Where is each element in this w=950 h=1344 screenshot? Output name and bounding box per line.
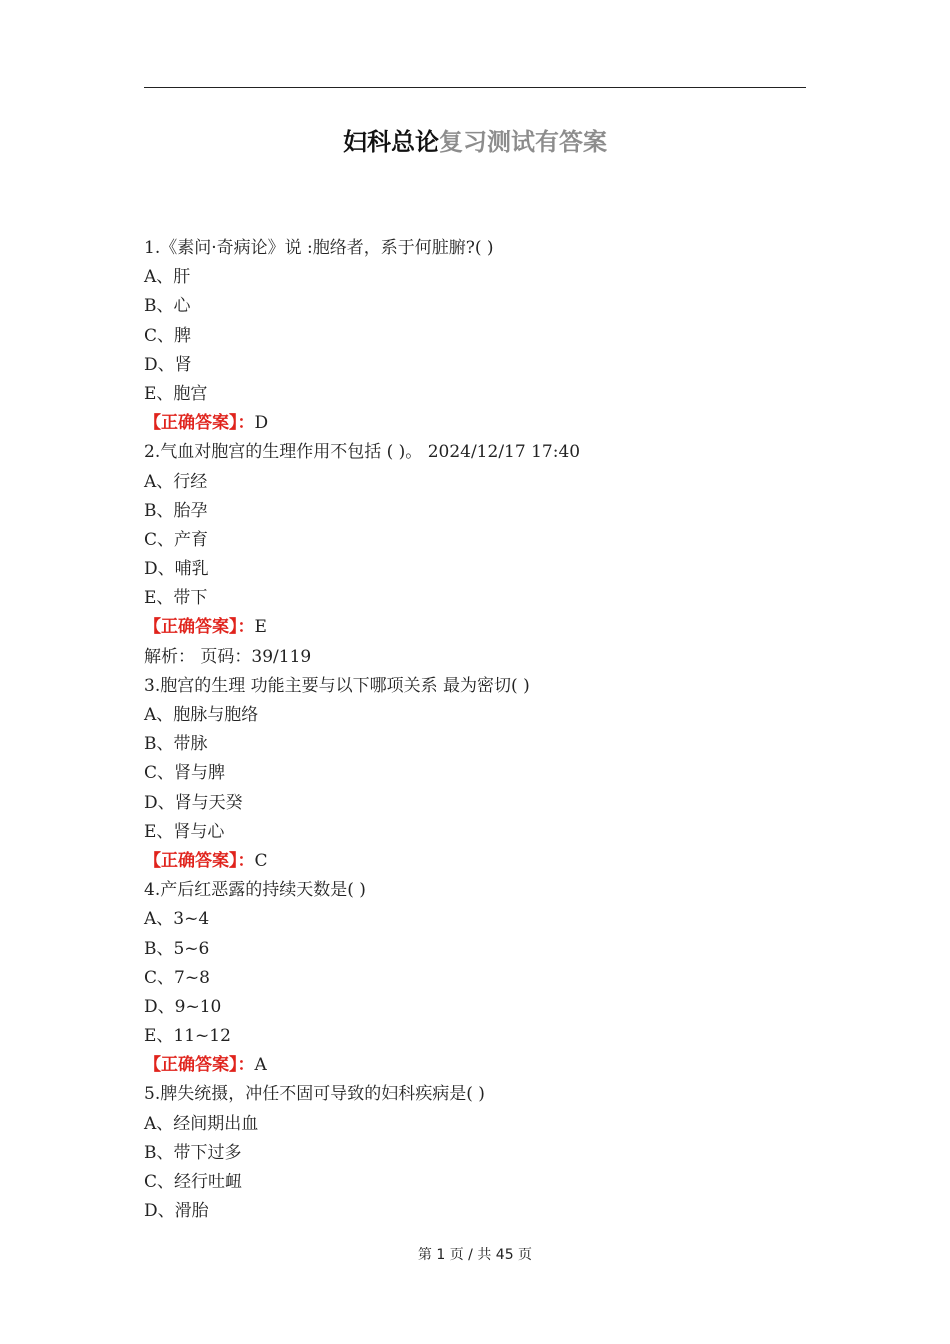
option-item: D、滑胎 (144, 1201, 209, 1222)
question-text: 1.《素问·奇病论》说 :胞络者，系于何脏腑?( ) (144, 238, 494, 258)
answer-value: A (254, 1055, 267, 1076)
option-item: A、肝 (144, 267, 191, 288)
option-item: D、肾与天癸 (144, 792, 243, 813)
answer-label: 【正确答案】： (144, 1055, 255, 1076)
answer-label: 【正确答案】： (144, 617, 255, 638)
answer-line (144, 613, 806, 642)
option-item: D、哺乳 (144, 559, 209, 580)
option-item: C、产育 (144, 529, 209, 550)
header-rule (144, 87, 806, 88)
answer-line (144, 847, 806, 876)
question-list (144, 234, 806, 1226)
page-footer: 第 1 页 / 共 45 页 (417, 1247, 533, 1263)
option-item: E、11~12 (144, 1026, 231, 1047)
answer-label: 【正确答案】： (144, 850, 255, 871)
answer-value: C (254, 850, 268, 871)
answer-value: D (254, 413, 269, 434)
answer-label: 【正确答案】： (144, 413, 255, 434)
answer-line (144, 1051, 806, 1080)
option-item: B、带脉 (144, 734, 208, 755)
option-item: C、7~8 (144, 967, 210, 988)
title-suffix: 复习测试有答案 (439, 128, 607, 156)
option-item: E、胞宫 (144, 383, 208, 404)
option-item: D、肾 (144, 354, 192, 375)
option-item: C、肾与脾 (144, 763, 226, 784)
option-item: C、脾 (144, 325, 192, 346)
answer-line (144, 409, 806, 438)
option-item: B、胎孕 (144, 500, 208, 521)
option-item: D、9~10 (144, 996, 222, 1017)
explanation-line: 解析： 页码：39/119 (144, 646, 312, 667)
option-item: A、3~4 (144, 909, 210, 930)
question-text: 2.气血对胞宫的生理作用不包括 ( )。 2024/12/17 17:40 (144, 442, 581, 463)
option-item: B、心 (144, 296, 191, 317)
option-item: A、行经 (144, 471, 208, 492)
question-text: 3.胞宫的生理 功能主要与以下哪项关系 最为密切( ) (144, 675, 530, 696)
answer-value: E (254, 617, 267, 638)
option-item: A、胞脉与胞络 (144, 705, 259, 725)
option-item: C、经行吐衄 (144, 1172, 243, 1192)
option-item: E、带下 (144, 588, 208, 609)
option-item: E、肾与心 (144, 821, 225, 842)
question-text: 4.产后红恶露的持续天数是( ) (144, 880, 366, 901)
option-item: B、带下过多 (144, 1142, 242, 1163)
option-item: B、5~6 (144, 938, 210, 959)
title-main: 妇科总论 (343, 128, 439, 156)
document-title (0, 122, 950, 157)
option-item: A、经间期出血 (144, 1113, 259, 1134)
question-text: 5.脾失统摄，冲任不固可导致的妇科疾病是( ) (144, 1084, 485, 1105)
